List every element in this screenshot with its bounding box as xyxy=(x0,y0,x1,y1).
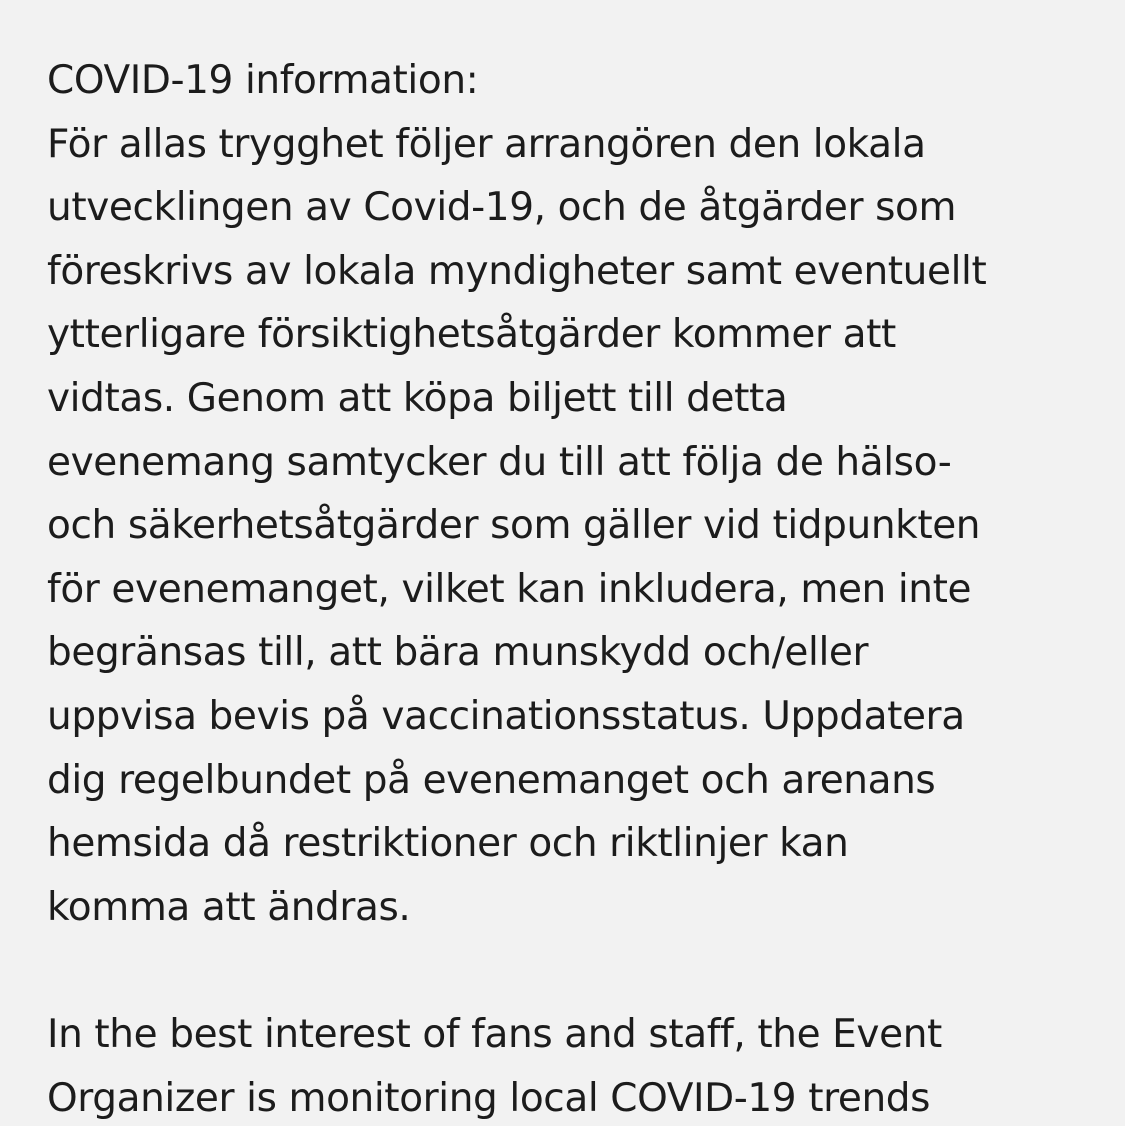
covid-info-text xyxy=(47,49,1107,1126)
swedish-line: komma att ändras. xyxy=(47,884,411,930)
english-line: In the best interest of fans and staff, the Event xyxy=(47,1011,942,1057)
swedish-paragraph xyxy=(47,113,1107,940)
swedish-line: och säkerhetsåtgärder som gäller vid tidpunkten xyxy=(47,503,981,549)
swedish-line: begränsas till, att bära munskydd och/eller xyxy=(47,630,869,676)
swedish-line: För allas trygghet följer arrangören den lokala xyxy=(47,121,926,167)
swedish-line: föreskrivs av lokala myndigheter samt eventuellt xyxy=(47,248,987,294)
swedish-line: utvecklingen av Covid-19, och de åtgärder som xyxy=(47,185,957,231)
covid-info-heading: COVID-19 information: xyxy=(47,58,479,103)
swedish-line: uppvisa bevis på vaccinationsstatus. Uppdatera xyxy=(47,693,965,739)
swedish-line: hemsida då restriktioner och riktlinjer kan xyxy=(47,821,849,867)
swedish-line: för evenemanget, vilket kan inkludera, men inte xyxy=(47,566,972,612)
english-line: Organizer is monitoring local COVID-19 trends xyxy=(47,1075,931,1121)
english-paragraph xyxy=(47,1003,1107,1126)
swedish-line: dig regelbundet på evenemanget och arenans xyxy=(47,757,936,803)
paragraph-spacer xyxy=(47,939,1107,1003)
swedish-line: evenemang samtycker du till att följa de hälso- xyxy=(47,439,952,485)
swedish-line: ytterligare försiktighetsåtgärder kommer att xyxy=(47,312,896,358)
swedish-line: vidtas. Genom att köpa biljett till detta xyxy=(47,375,788,421)
